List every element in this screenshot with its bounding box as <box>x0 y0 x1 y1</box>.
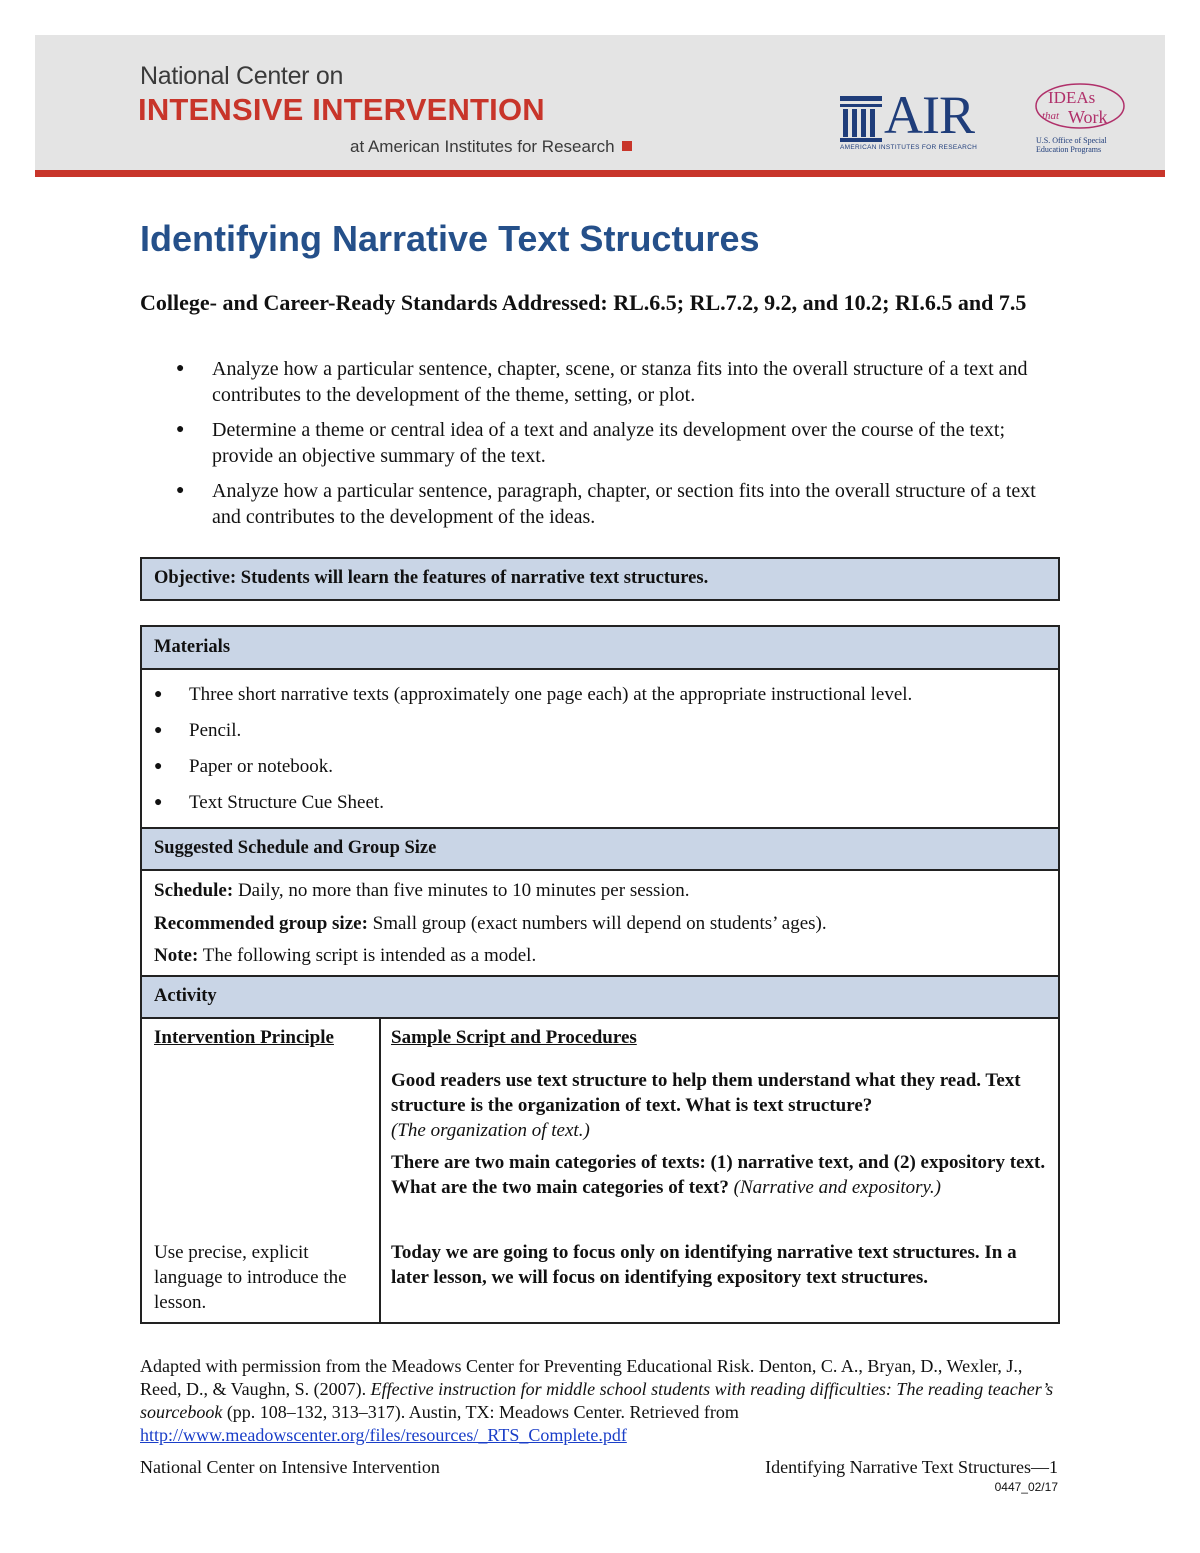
standards-heading: College- and Career-Ready Standards Addressed: RL.6.5; RL.7.2, 9.2, and 10.2; RI.6.5 and 7.5 <box>140 290 1027 315</box>
standards-item-text: Determine a theme or central idea of a text and analyze its development over the course of the text; provide an objective summary of the text. <box>212 419 1005 467</box>
group-size-label: Recommended group size: <box>154 913 368 934</box>
air-logo-subtext: AMERICAN INSTITUTES FOR RESEARCH <box>840 144 978 151</box>
script-paragraph-2 <box>391 1150 1051 1200</box>
materials-list <box>154 683 912 827</box>
script-2-text: There are two main categories of texts: (1) narrative text, and (2) expository text. What are the two main categories of text? <box>391 1152 1046 1198</box>
citation-text-2: (pp. 108–132, 313–317). Austin, TX: Meadows Center. Retrieved from <box>222 1402 739 1422</box>
script-2-answer: (Narrative and expository.) <box>733 1177 942 1198</box>
columns-icon <box>840 96 882 142</box>
bullet-icon: ● <box>176 422 185 437</box>
script-paragraph-1 <box>391 1068 1051 1143</box>
org-name-line3 <box>350 137 632 157</box>
air-logo <box>840 85 1000 157</box>
note-label: Note: <box>154 945 199 966</box>
script-1-text: Good readers use text structure to help them understand what they read. Text structure is the organization of text. What is text structure? <box>391 1070 1021 1116</box>
materials-item-text: Pencil. <box>189 720 242 741</box>
citation-link[interactable]: http://www.meadowscenter.org/files/resources/_RTS_Complete.pdf <box>140 1425 627 1445</box>
org-name-line1: National Center on <box>140 62 344 90</box>
standards-item <box>140 478 1060 530</box>
bullet-icon: ● <box>176 361 185 376</box>
air-logo-text: AIR <box>884 85 974 145</box>
schedule-label: Schedule: <box>154 880 234 901</box>
footer-org: National Center on Intensive Intervention <box>140 1457 440 1477</box>
bullet-icon: ● <box>154 723 163 738</box>
document-title: Identifying Narrative Text Structures <box>140 218 760 259</box>
materials-item-text: Text Structure Cue Sheet. <box>189 792 384 813</box>
objective-text: Objective: Students will learn the features of narrative text structures. <box>154 568 709 588</box>
materials-heading: Materials <box>154 637 231 657</box>
materials-header <box>142 627 1058 670</box>
ideas-logo-line1: IDEAs <box>1048 88 1096 107</box>
org-name-line2: INTENSIVE INTERVENTION <box>138 92 545 127</box>
schedule-header <box>142 827 1058 871</box>
materials-item <box>154 791 912 815</box>
citation-title: Effective instruction for middle school students with reading difficulties: The reading teacher’s sourcebook <box>140 1379 1054 1422</box>
ideas-logo-work: Work <box>1068 107 1108 127</box>
bullet-icon: ● <box>154 795 163 810</box>
materials-item-text: Three short narrative texts (approximately one page each) at the appropriate instructional level. <box>189 684 913 705</box>
materials-item <box>154 719 912 743</box>
standards-item-text: Analyze how a particular sentence, paragraph, chapter, or section fits into the overall structure of a text and contributes to the development of the ideas. <box>212 480 1036 528</box>
org-affiliation-text: at American Institutes for Research <box>350 137 615 156</box>
script-1-answer: (The organization of text.) <box>391 1120 590 1141</box>
standards-item <box>140 417 1060 469</box>
bullet-icon: ● <box>154 759 163 774</box>
note-line <box>154 944 536 968</box>
column-divider <box>379 1017 381 1322</box>
ideas-logo-that: that <box>1042 110 1060 122</box>
citation <box>140 1355 1060 1447</box>
principle-note: Use precise, explicit language to introduce the lesson. <box>154 1242 347 1313</box>
standards-list <box>140 356 1060 539</box>
objective-box <box>140 557 1060 601</box>
group-size-line <box>154 912 827 936</box>
activity-heading: Activity <box>154 986 217 1006</box>
script-column-heading: Sample Script and Procedures <box>391 1027 637 1048</box>
ideas-that-work-logo <box>1032 80 1137 162</box>
footer-doc-code: 0447_02/17 <box>994 1480 1058 1494</box>
principle-column-heading: Intervention Principle <box>154 1027 334 1048</box>
script-paragraph-3 <box>391 1240 1051 1290</box>
materials-item <box>154 755 912 779</box>
bullet-icon: ● <box>154 687 163 702</box>
bullet-icon: ● <box>176 483 185 498</box>
schedule-heading: Suggested Schedule and Group Size <box>154 838 437 858</box>
header-rule <box>35 170 1165 177</box>
footer-page-label: Identifying Narrative Text Structures—1 <box>765 1457 1058 1477</box>
standards-item <box>140 356 1060 408</box>
citation-text-1: Adapted with permission from the Meadows Center for Preventing Educational Risk. Denton, C. A., Bryan, D., Wexler, J., Reed, D., & Vaughn, S. (2007). <box>140 1356 1023 1399</box>
activity-header <box>142 975 1058 1019</box>
schedule-text: Daily, no more than five minutes to 10 minutes per session. <box>233 880 690 901</box>
materials-item <box>154 683 912 707</box>
note-text: The following script is intended as a model. <box>198 945 537 966</box>
group-size-text: Small group (exact numbers will depend on students’ ages). <box>367 913 827 934</box>
standards-item-text: Analyze how a particular sentence, chapter, scene, or stanza fits into the overall structure of a text and contributes to the development of the theme, setting, or plot. <box>212 358 1028 406</box>
ideas-logo-subtext: U.S. Office of Special Education Programs <box>1036 136 1107 154</box>
script-3-text: Today we are going to focus only on identifying narrative text structures. In a later lesson, we will focus on identifying expository text structures. <box>391 1242 1017 1288</box>
schedule-line <box>154 879 689 903</box>
brand-square-icon <box>622 141 632 151</box>
lesson-table <box>140 625 1060 1324</box>
materials-item-text: Paper or notebook. <box>189 756 334 777</box>
